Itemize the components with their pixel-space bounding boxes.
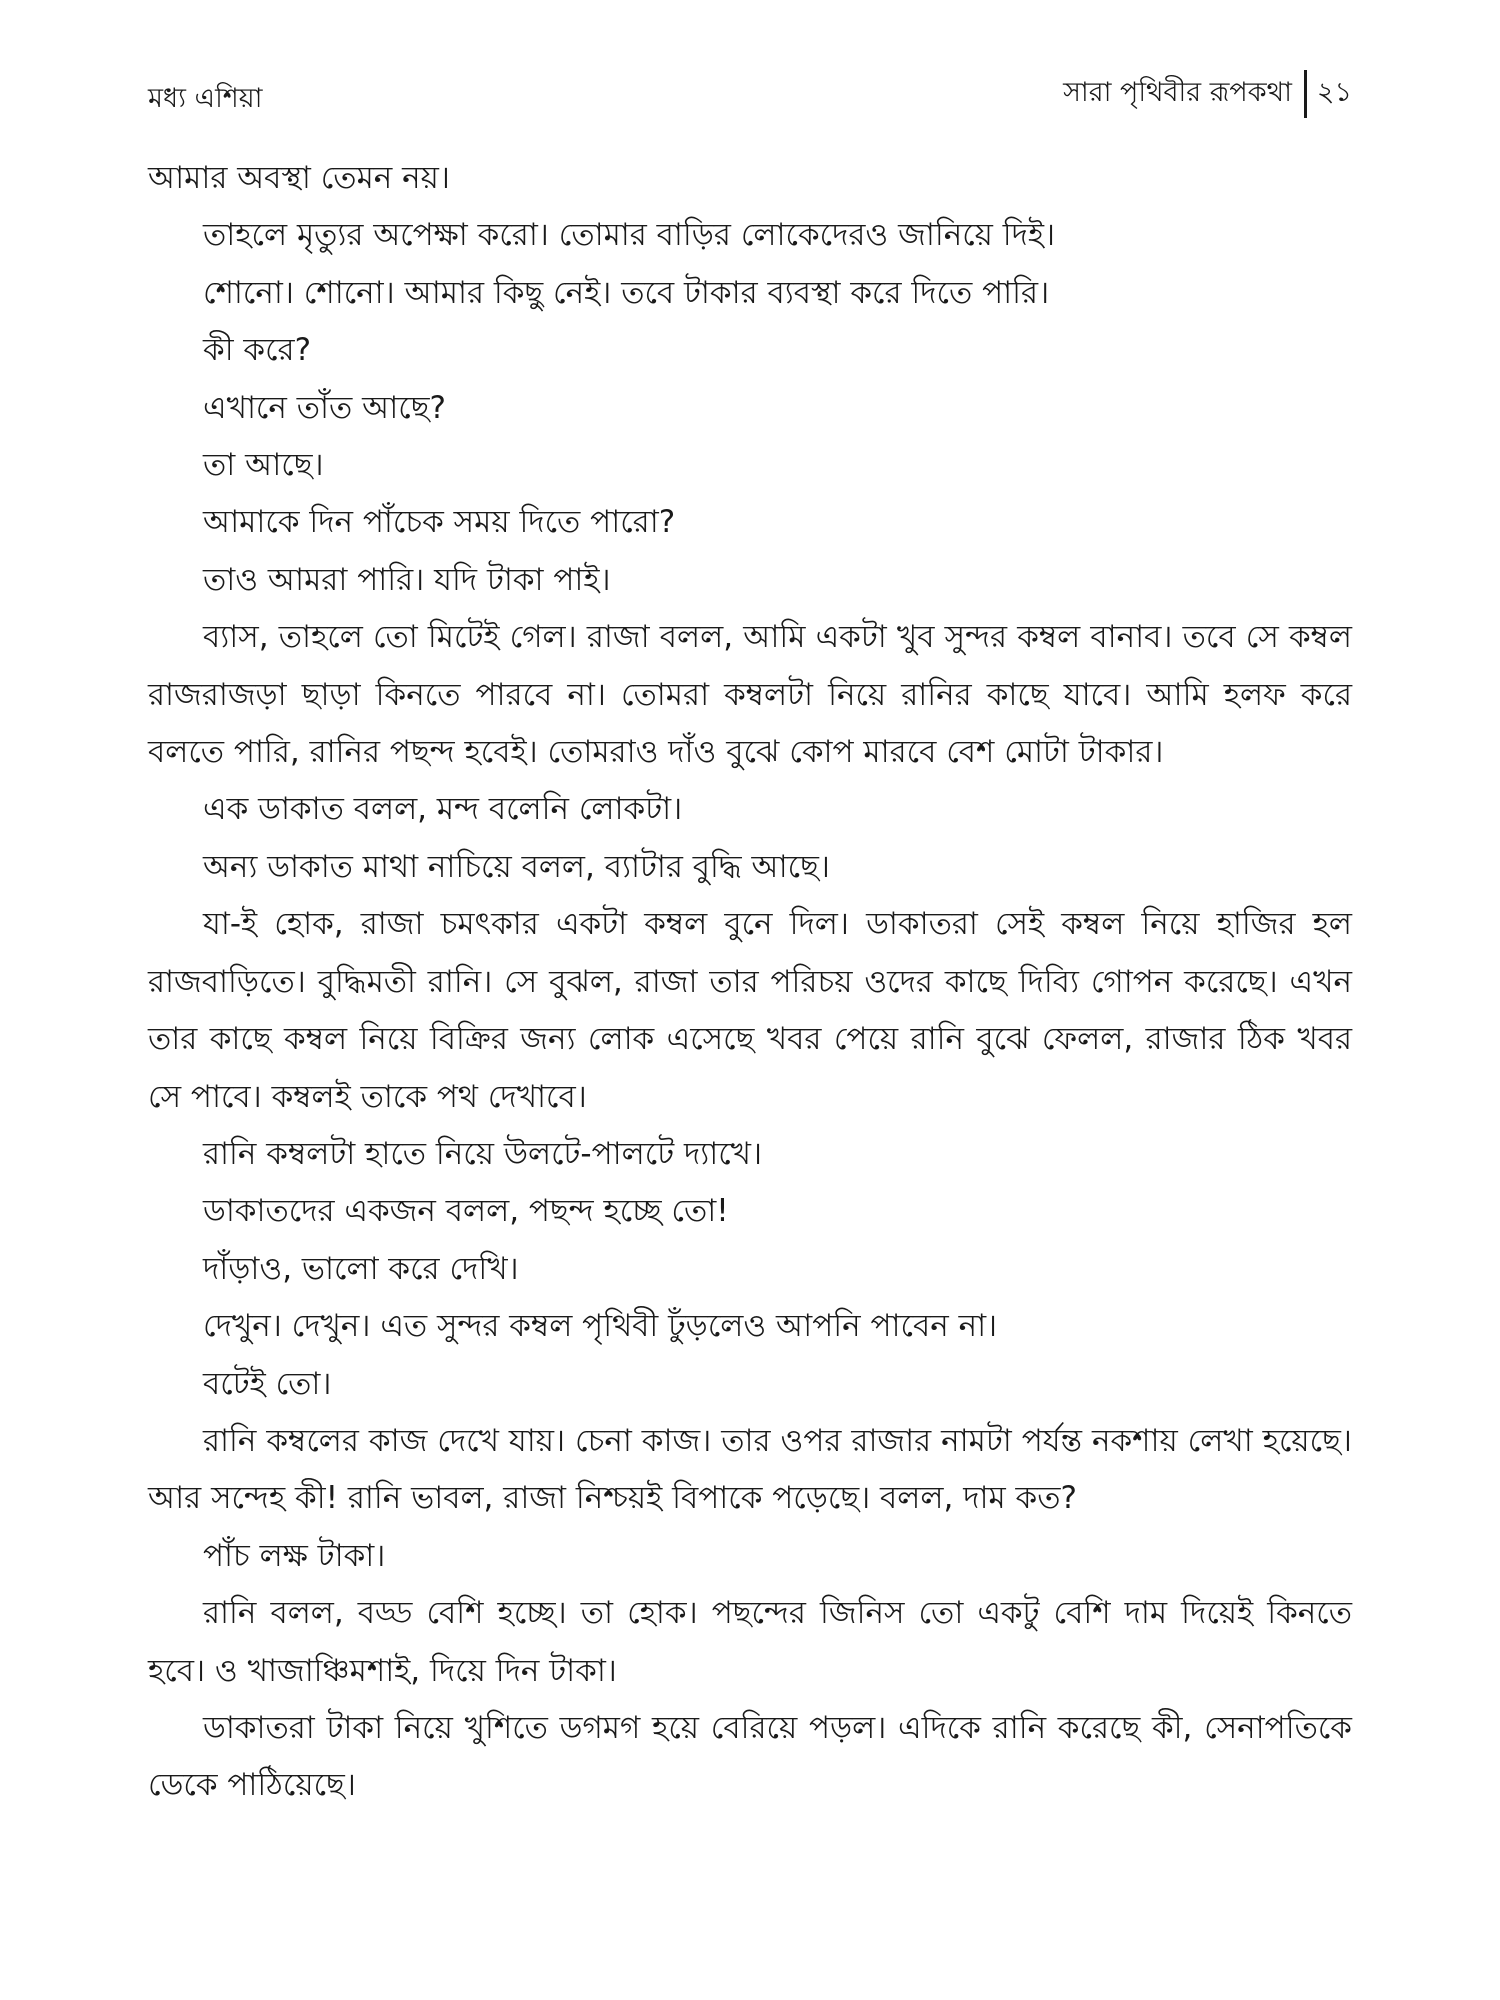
paragraph-21: ডাকাতরা টাকা নিয়ে খুশিতে ডগমগ হয়ে বেরিয়ে পড়ল। এদিকে রানি করেছে কী, সেনাপতিকে ডেকে পাঠিয়েছে। (148, 1709, 1352, 1804)
book-title: সারা পৃথিবীর রূপকথা (1063, 76, 1292, 108)
paragraph-13: রানি কম্বলটা হাতে নিয়ে উলটে-পালটে দ্যাখে। (203, 1135, 763, 1172)
paragraph-7: আমাকে দিন পাঁচেক সময় দিতে পারো? (203, 504, 676, 541)
paragraph-19: পাঁচ লক্ষ টাকা। (203, 1537, 386, 1574)
paragraph-11: অন্য ডাকাত মাথা নাচিয়ে বলল, ব্যাটার বুদ্ধি আছে। (203, 848, 830, 885)
paragraph-1: আমার অবস্থা তেমন নয়। (148, 160, 450, 196)
paragraph-18: রানি কম্বলের কাজ দেখে যায়। চেনা কাজ। তার ওপর রাজার নামটা পর্যন্ত নকশায় লেখা হয়েছে। আর সন্দেহ কী! রানি ভাবল, রাজা নিশ্চয়ই বিপাকে পড়েছে। বলল, দাম কত? (148, 1422, 1353, 1517)
paragraph-4: কী করে? (203, 332, 312, 369)
paragraph-14: ডাকাতদের একজন বলল, পছন্দ হচ্ছে তো! (203, 1193, 729, 1230)
page-header (148, 70, 1352, 120)
page-body (148, 150, 1352, 1815)
paragraph-17: বটেই তো। (203, 1365, 332, 1402)
paragraph-20: রানি বলল, বড্ড বেশি হচ্ছে। তা হোক। পছন্দের জিনিস তো একটু বেশি দাম দিয়েই কিনতে হবে। ও খাজাঞ্চিমশাই, দিয়ে দিন টাকা। (148, 1595, 1352, 1689)
chapter-title: মধ্য এশিয়া (148, 83, 263, 114)
paragraph-2: তাহলে মৃত্যুর অপেক্ষা করো। তোমার বাড়ির লোকেদেরও জানিয়ে দিই। (203, 217, 1056, 254)
paragraph-16: দেখুন। দেখুন। এত সুন্দর কম্বল পৃথিবী ঢুঁড়লেও আপনি পাবেন না। (203, 1308, 998, 1345)
paragraph-12: যা-ই হোক, রাজা চমৎকার একটা কম্বল বুনে দিল। ডাকাতরা সেই কম্বল নিয়ে হাজির হল রাজবাড়িতে। বুদ্ধিমতী রানি। সে বুঝল, রাজা তার পরিচয় ওদের কাছে দিব্যি গোপন করেছে। এখন তার কাছে কম্বল নিয়ে বিক্রির জন্য লোক এসেছে খবর পেয়ে রানি বুঝে ফেলল, রাজার ঠিক খবর সে পাবে। কম্বলই তাকে পথ দেখাবে। (148, 906, 1352, 1115)
paragraph-15: দাঁড়াও, ভালো করে দেখি। (203, 1250, 519, 1287)
paragraph-5: এখানে তাঁত আছে? (203, 389, 446, 426)
paragraph-6: তা আছে। (203, 447, 324, 484)
book-title-block (1063, 70, 1352, 118)
paragraph-10: এক ডাকাত বলল, মন্দ বলেনি লোকটা। (203, 791, 683, 828)
paragraph-3: শোনো। শোনো। আমার কিছু নেই। তবে টাকার ব্যবস্থা করে দিতে পারি। (203, 274, 1050, 311)
paragraph-9: ব্যাস, তাহলে তো মিটেই গেল। রাজা বলল, আমি একটা খুব সুন্দর কম্বল বানাব। তবে সে কম্বল রাজরাজড়া ছাড়া কিনতে পারবে না। তোমরা কম্বলটা নিয়ে রানির কাছে যাবে। আমি হলফ করে বলতে পারি, রানির পছন্দ হবেই। তোমরাও দাঁও বুঝে কোপ মারবে বেশ মোটা টাকার। (148, 619, 1352, 771)
page-number: ২১ (1316, 76, 1352, 108)
paragraph-8: তাও আমরা পারি। যদি টাকা পাই। (203, 561, 611, 598)
header-divider (1304, 70, 1307, 118)
